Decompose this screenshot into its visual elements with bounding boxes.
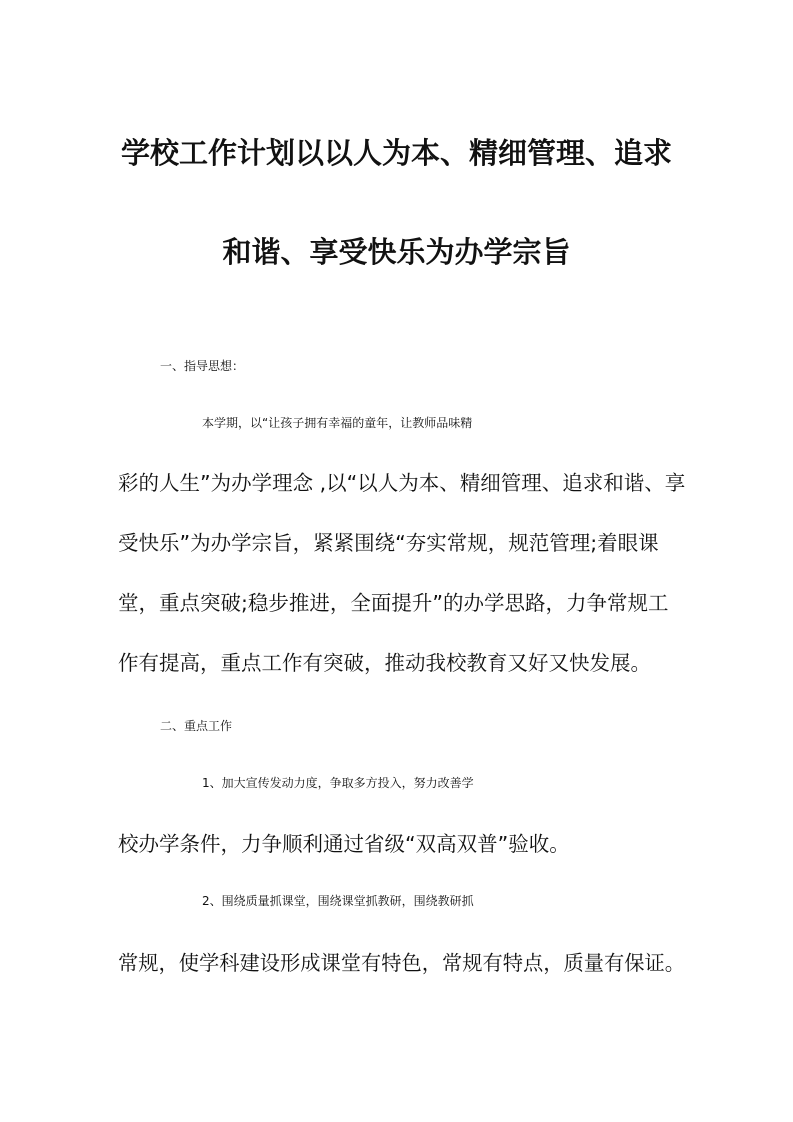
paragraph-line: 本学期，以“让孩子拥有幸福的童年，让教师品味精	[202, 416, 473, 430]
paragraph-line: 常规，使学科建设形成课堂有特色，常规有特点，质量有保证。	[118, 951, 686, 975]
paragraph-line: 彩的人生”为办学理念 ,以“以人为本、精细管理、追求和谐、享	[118, 471, 686, 495]
paragraph-line: 校办学条件，力争顺利通过省级“双高双普”验收。	[118, 832, 570, 856]
paragraph-line: 受快乐”为办学宗旨，紧紧围绕“夯实常规，规范管理;着眼课	[118, 531, 659, 555]
document-title-line-2: 和谐、享受快乐为办学宗旨	[222, 235, 571, 269]
section-heading-guiding-ideology: 一、指导思想：	[160, 359, 245, 373]
paragraph-line: 堂，重点突破;稳步推进，全面提升”的办学思路，力争常规工	[118, 591, 669, 615]
paragraph-line: 作有提高，重点工作有突破，推动我校教育又好又快发展。	[118, 651, 651, 675]
section-heading-key-work: 二、重点工作	[160, 719, 233, 733]
paragraph-line: 1、加大宣传发动力度，争取多方投入，努力改善学	[202, 776, 474, 790]
paragraph-line: 2、围绕质量抓课堂，围绕课堂抓教研，围绕教研抓	[202, 894, 474, 908]
document-title-line-1: 学校工作计划以以人为本、精细管理、追求	[120, 136, 672, 170]
